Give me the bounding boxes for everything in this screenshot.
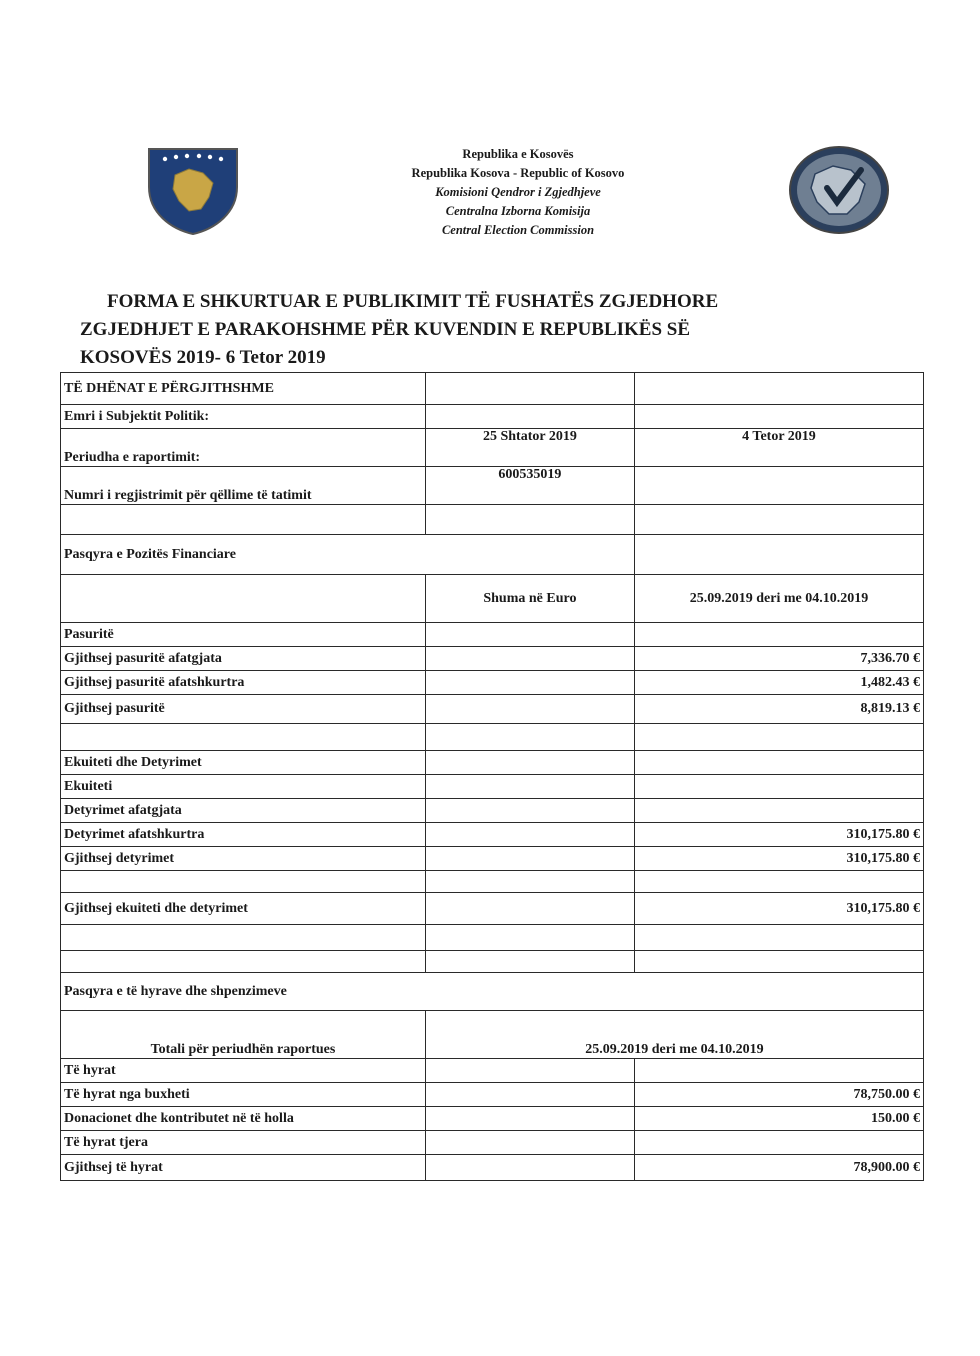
budget-revenue-label: Të hyrat nga buxheti [61, 1083, 426, 1107]
title-line-2: ZGJEDHJET E PARAKOHSHME PËR KUVENDIN E REPUBLIKËS SË [80, 319, 691, 340]
current-assets-label: Gjithsej pasuritë afatshkurtra [61, 671, 426, 695]
header-line-2: Republika Kosova - Republic of Kosovo [411, 166, 625, 180]
table-row [61, 823, 924, 847]
total-equity-liabilities-label: Gjithsej ekuiteti dhe detyrimet [61, 893, 426, 925]
current-assets-value: 1,482.43 € [634, 671, 923, 695]
table-row [61, 429, 924, 467]
header-line-3: Komisioni Qendror i Zgjedhjeve [435, 185, 601, 199]
noncurrent-assets-label: Gjithsej pasuritë afatgjata [61, 647, 426, 671]
revenue-label: Të hyrat [61, 1059, 426, 1083]
table-row [61, 575, 924, 623]
donations-label: Donacionet dhe kontributet në të holla [61, 1107, 426, 1131]
table-row [61, 1011, 924, 1059]
table-row [61, 1083, 924, 1107]
noncurrent-assets-value: 7,336.70 € [634, 647, 923, 671]
table-row [61, 775, 924, 799]
table-row [61, 847, 924, 871]
table-row [61, 893, 924, 925]
table-row [61, 535, 924, 575]
campaign-finance-table [60, 372, 924, 1181]
table-row [61, 695, 924, 724]
title-line-3: KOSOVËS 2019- 6 Tetor 2019 [80, 347, 326, 368]
total-assets-value: 8,819.13 € [634, 695, 923, 724]
table-row [61, 623, 924, 647]
table-row [61, 925, 924, 951]
equity-label: Ekuiteti [61, 775, 426, 799]
tax-number: 600535019 [425, 467, 634, 505]
table-row [61, 951, 924, 973]
table-row [61, 373, 924, 405]
table-row [61, 671, 924, 695]
total-period-label: Totali për periudhën raportues [61, 1011, 426, 1059]
table-row [61, 1155, 924, 1181]
table-row [61, 405, 924, 429]
table-row [61, 1107, 924, 1131]
institution-header [330, 145, 706, 240]
subject-label: Emri i Subjektit Politik: [61, 405, 426, 429]
table-row [61, 751, 924, 775]
table-row [61, 724, 924, 751]
income-statement-heading: Pasqyra e të hyrave dhe shpenzimeve [61, 973, 924, 1011]
total-liabilities-label: Gjithsej detyrimet [61, 847, 426, 871]
total-liabilities-value: 310,175.80 € [634, 847, 923, 871]
total-equity-liabilities-value: 310,175.80 € [634, 893, 923, 925]
period-label: Periudha e raportimit: [61, 429, 426, 467]
general-data-heading: TË DHËNAT E PËRGJITHSHME [61, 373, 426, 405]
total-revenue-label: Gjithsej të hyrat [61, 1155, 426, 1181]
amount-column-header: Shuma në Euro [425, 575, 634, 623]
document-title [80, 288, 920, 372]
kosovo-coat-of-arms-icon [145, 143, 241, 235]
income-period: 25.09.2019 deri me 04.10.2019 [425, 1011, 923, 1059]
title-line-1: FORMA E SHKURTUAR E PUBLIKIMIT TË FUSHATËS ZGJEDHORE [107, 291, 719, 312]
total-assets-label: Gjithsej pasuritë [61, 695, 426, 724]
shortterm-liabilities-label: Detyrimet afatshkurtra [61, 823, 426, 847]
table-row [61, 467, 924, 505]
assets-label: Pasuritë [61, 623, 426, 647]
table-row [61, 973, 924, 1011]
period-end: 4 Tetor 2019 [634, 429, 923, 467]
equity-liabilities-label: Ekuiteti dhe Detyrimet [61, 751, 426, 775]
financial-position-heading: Pasqyra e Pozitës Financiare [61, 535, 635, 575]
table-row [61, 647, 924, 671]
total-revenue-value: 78,900.00 € [634, 1155, 923, 1181]
table-row [61, 799, 924, 823]
table-row [61, 1131, 924, 1155]
period-start: 25 Shtator 2019 [425, 429, 634, 467]
shortterm-liabilities-value: 310,175.80 € [634, 823, 923, 847]
cec-seal-icon [787, 144, 891, 236]
table-row [61, 871, 924, 893]
header-line-1: Republika e Kosovës [462, 147, 574, 161]
tax-label: Numri i regjistrimit për qëllime të tatimit [61, 467, 426, 505]
table-row [61, 1059, 924, 1083]
other-revenue-label: Të hyrat tjera [61, 1131, 426, 1155]
header-line-5: Central Election Commission [441, 223, 595, 237]
table-row [61, 505, 924, 535]
longterm-liabilities-label: Detyrimet afatgjata [61, 799, 426, 823]
budget-revenue-value: 78,750.00 € [634, 1083, 923, 1107]
period-column-header: 25.09.2019 deri me 04.10.2019 [634, 575, 923, 623]
donations-value: 150.00 € [634, 1107, 923, 1131]
header-line-4: Centralna Izborna Komisija [445, 204, 591, 218]
